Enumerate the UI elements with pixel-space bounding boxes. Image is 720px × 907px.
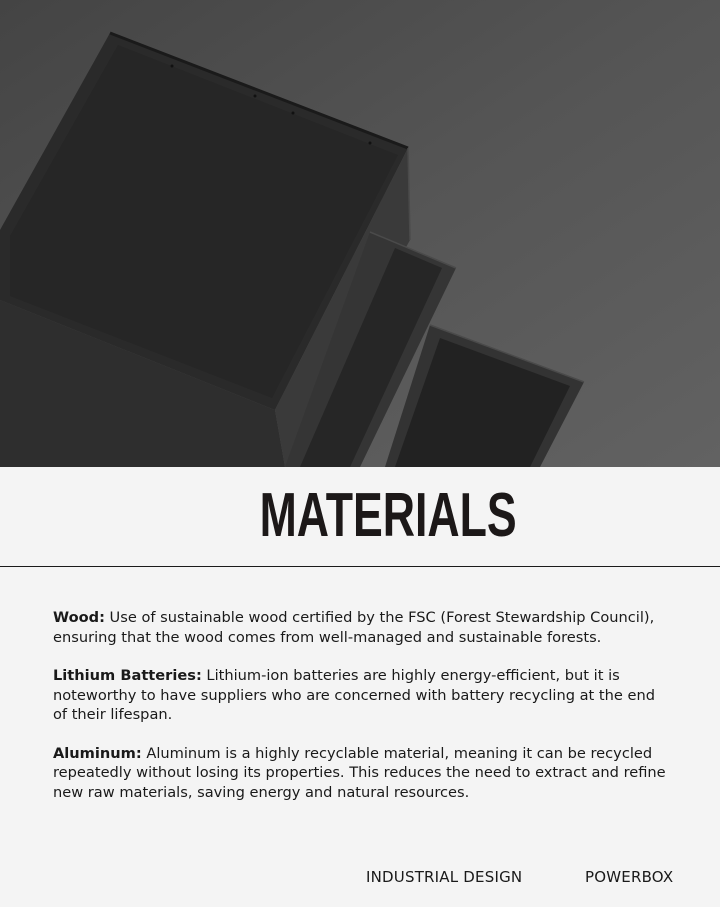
material-description: Use of sustainable wood certified by the FSC (Forest Stewardship Council), ensuring that the wood comes from well-managed and sustainable forests. [53,609,655,646]
footer-product: POWERBOX [585,868,674,886]
page-title: MATERIALS [259,481,517,550]
divider [0,566,720,567]
material-name: Aluminum: [53,744,142,762]
material-lithium-batteries [53,666,673,725]
materials-list [53,608,673,821]
material-wood [53,608,673,647]
material-aluminum [53,744,673,803]
footer-category: INDUSTRIAL DESIGN [366,868,523,886]
material-name: Lithium Batteries: [53,667,202,684]
material-description: Lithium-ion batteries are highly energy-efficient, but it is noteworthy to have suppliers who are concerned with battery recycling at the end of their lifespan. [53,667,655,723]
material-name: Wood: [53,609,105,626]
material-description: Aluminum is a highly recyclable material, meaning it can be recycled repeatedly without losing its properties. This reduces the need to extract and refine new raw materials, saving energy and natural resources. [53,744,666,801]
